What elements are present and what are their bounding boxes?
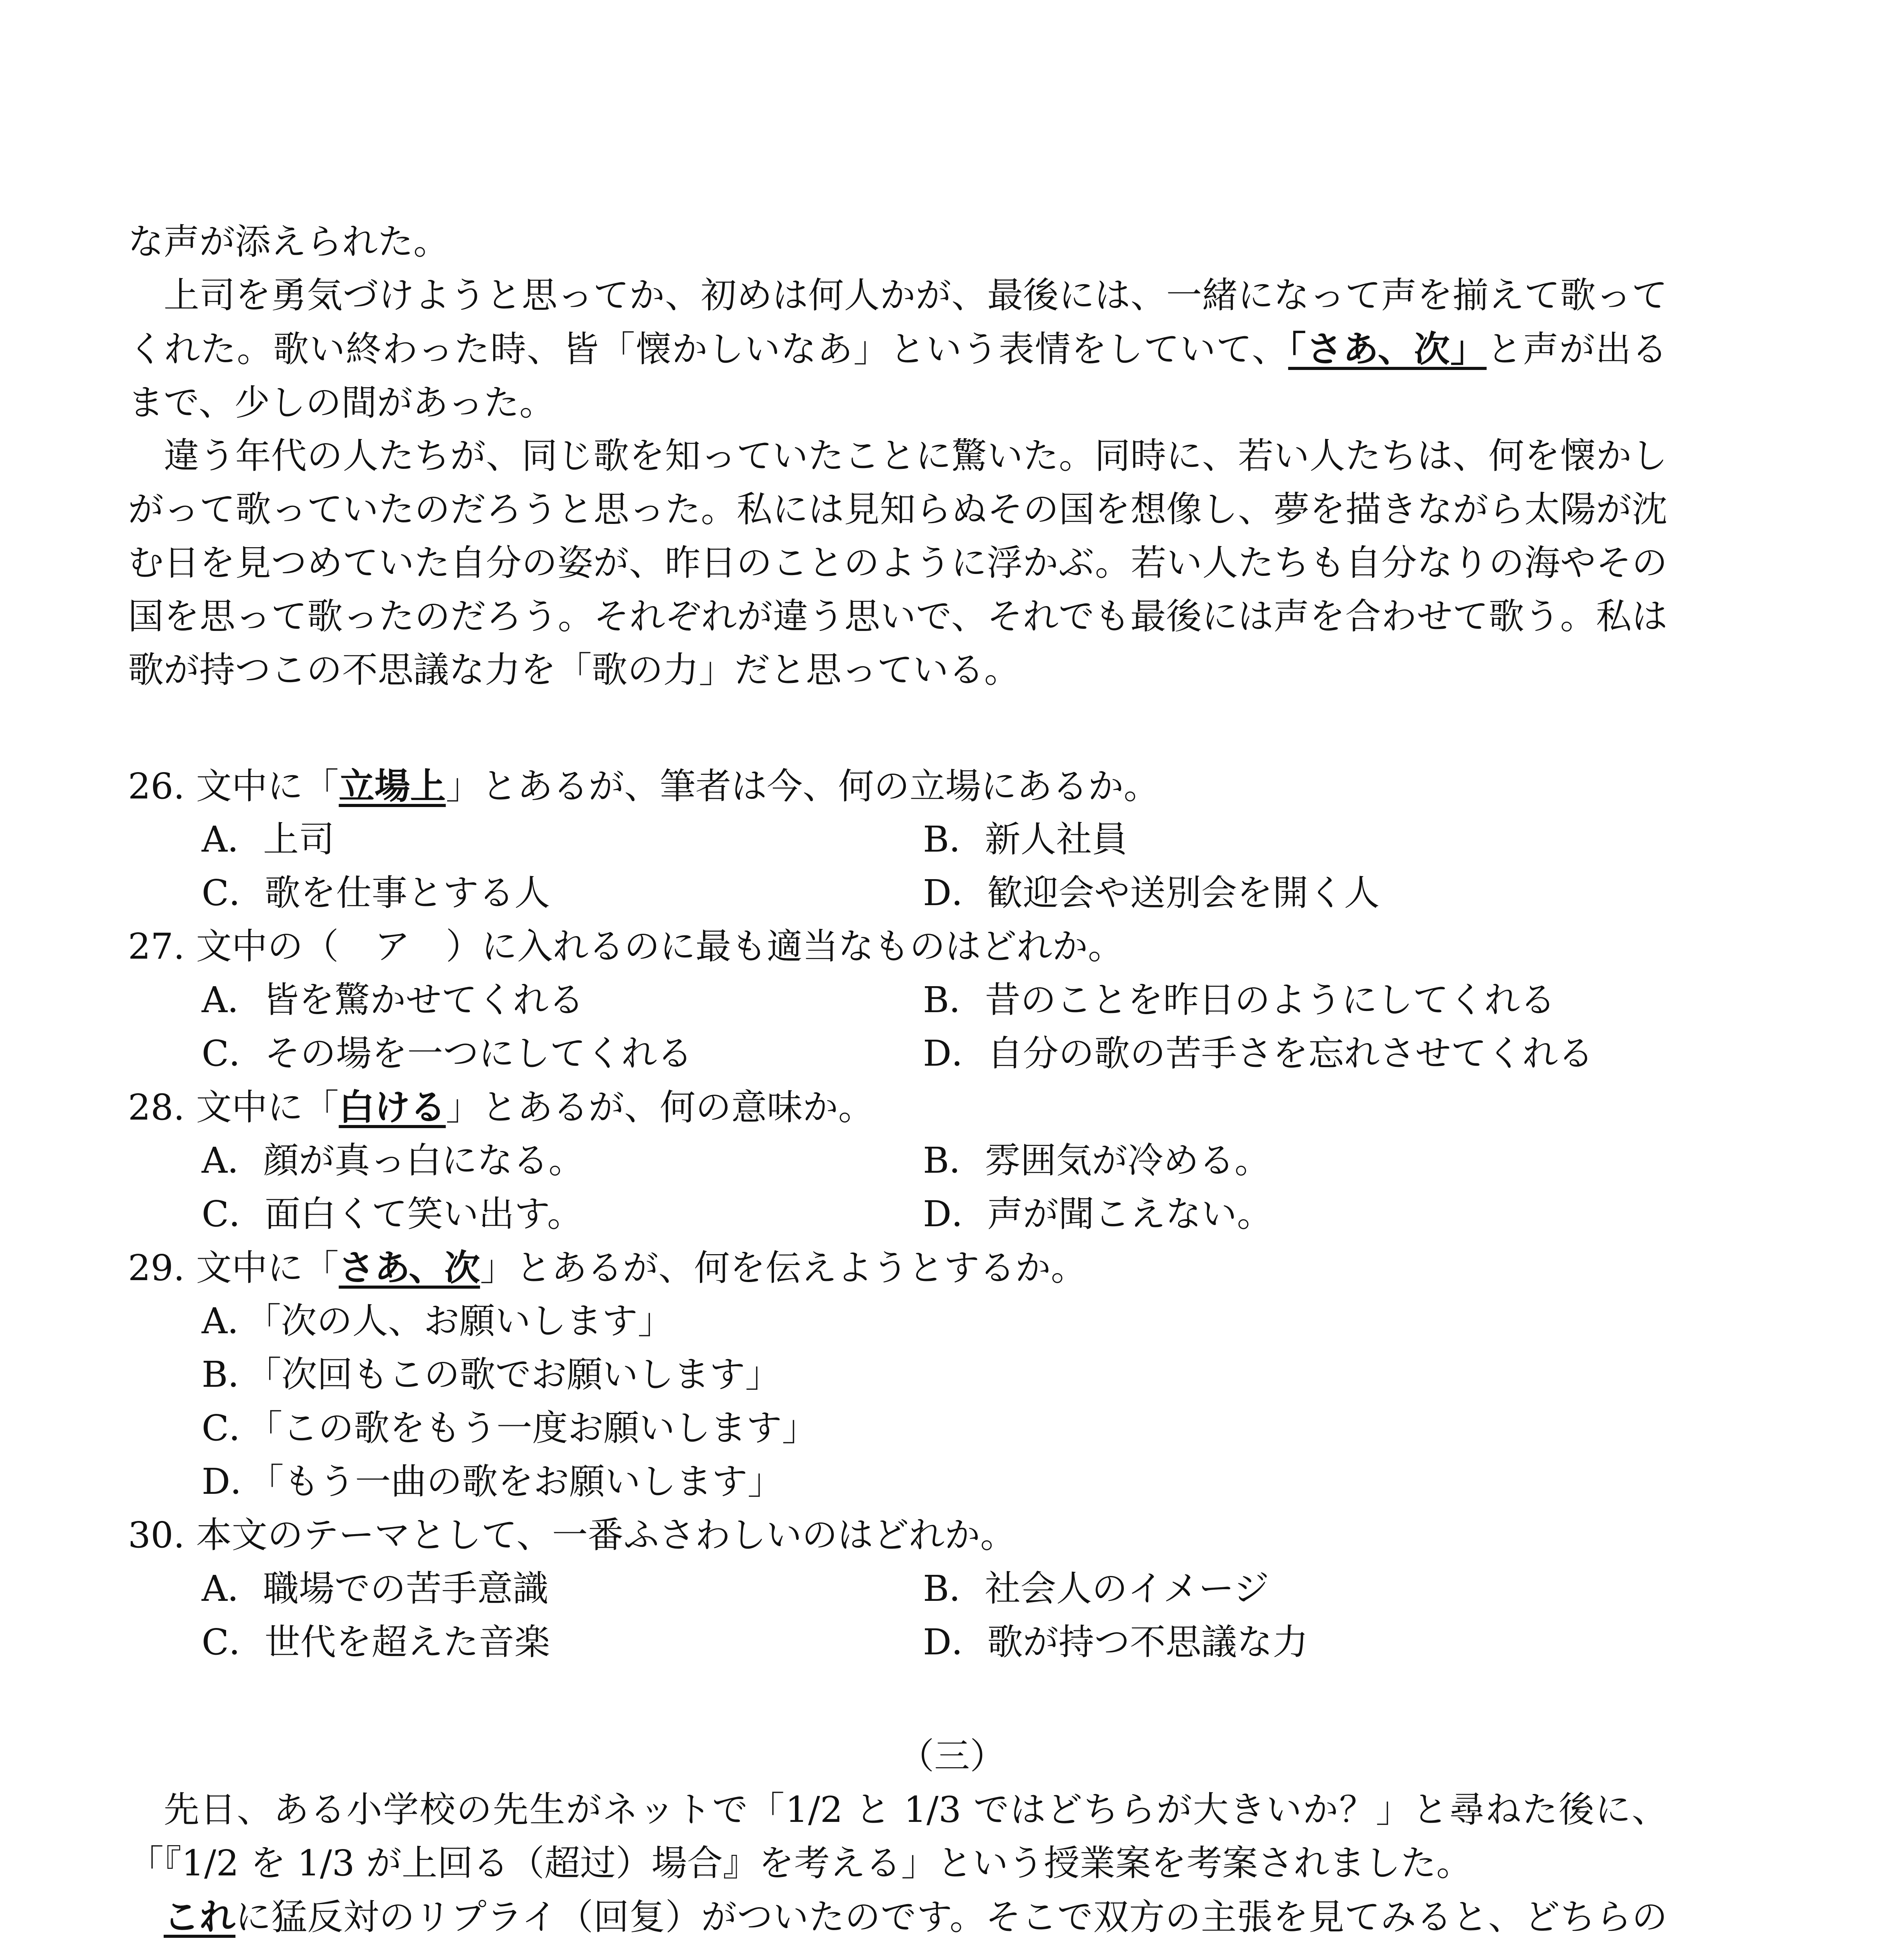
question-27-option-c: C．その場を一つにしてくれる xyxy=(202,1033,693,1074)
question-26-stem: 26. 文中に「立場上」とあるが、筆者は今、何の立場にあるか。 xyxy=(128,765,1159,807)
question-28-option-c: C．面白くて笑い出す。 xyxy=(202,1193,583,1235)
question-30-option-a: A．職場での苦手意識 xyxy=(202,1568,549,1609)
question-28-option-d: D．声が聞こえない。 xyxy=(923,1193,1273,1235)
question-29-option-b: B．「次回もこの歌でお願いします」 xyxy=(202,1354,781,1395)
question-30-option-c: C．世代を超えた音楽 xyxy=(202,1621,550,1663)
question-30-option-d: D．歌が持つ不思議な力 xyxy=(923,1621,1308,1663)
question-30-stem: 30. 本文のテーマとして、一番ふさわしいのはどれか。 xyxy=(128,1514,1016,1556)
question-26-option-d: D．歓迎会や送別会を開く人 xyxy=(923,872,1380,914)
question-30-option-b: B．社会人のイメージ xyxy=(923,1568,1269,1609)
question-29-option-d: D．「もう一曲の歌をお願いします」 xyxy=(202,1461,783,1502)
section3-paragraph-1: 先日、ある小学校の先生がネットで「1/2 と 1/3 ではどちらが大きいか？」と尋ねた後に、「『1/2 を 1/3 が上回る（超过）場合』を考える」という授業案を考案されました。 xyxy=(128,1789,1667,1884)
question-26-option-b: B．新人社員 xyxy=(923,819,1128,860)
section3-paragraph-2: これに猛反対のリプライ（回复）がついたのです。そこで双方の主張を見てみると、どちらの xyxy=(164,1896,1667,1938)
question-27-option-d: D．自分の歌の苦手さを忘れさせてくれる xyxy=(923,1033,1594,1074)
question-29-option-a: A．「次の人、お願いします」 xyxy=(202,1300,674,1342)
section-heading: （三） xyxy=(898,1735,1006,1777)
passage-paragraph: 上司を勇気づけようと思ってか、初めは何人かが、最後には、一緒になって声を揃えて歌ってくれた。歌い終わった時、皆「懐かしいなあ」という表情をしていて、「さあ、次」と声が出るまで、少しの間があった。 xyxy=(128,275,1667,423)
question-28-stem: 28. 文中に「白ける」とあるが、何の意味か。 xyxy=(128,1086,874,1128)
question-27-option-a: A．皆を驚かせてくれる xyxy=(202,979,584,1021)
question-26-option-a: A．上司 xyxy=(202,819,335,860)
question-28-option-a: A．顔が真っ白になる。 xyxy=(202,1140,584,1181)
question-29-option-c: C．「この歌をもう一度お願いします」 xyxy=(202,1407,818,1449)
question-26-option-c: C．歌を仕事とする人 xyxy=(202,872,550,914)
underlined-phrase: 「さあ、次」 xyxy=(1288,328,1487,370)
question-27-stem: 27. 文中の（ ア ）に入れるのに最も適当なものはどれか。 xyxy=(128,926,1124,967)
question-28-option-b: B．雰囲気が冷める。 xyxy=(923,1140,1270,1181)
question-29-stem: 29. 文中に「さあ、次」とあるが、何を伝えようとするか。 xyxy=(128,1247,1087,1289)
passage-paragraph: 違う年代の人たちが、同じ歌を知っていたことに驚いた。同時に、若い人たちは、何を懐かしがって歌っていたのだろうと思った。私には見知らぬその国を想像し、夢を描きながら太陽が沈む日を見つめていた自分の姿が、昨日のことのように浮かぶ。若い人たちも自分なりの海やその国を思って歌ったのだろう。それぞれが違う思いで、それでも最後には声を合わせて歌う。私は歌が持つこの不思議な力を「歌の力」だと思っている。 xyxy=(128,435,1667,691)
question-27-option-b: B．昔のことを昨日のようにしてくれる xyxy=(923,979,1556,1021)
passage-line: な声が添えられた。 xyxy=(128,221,449,263)
